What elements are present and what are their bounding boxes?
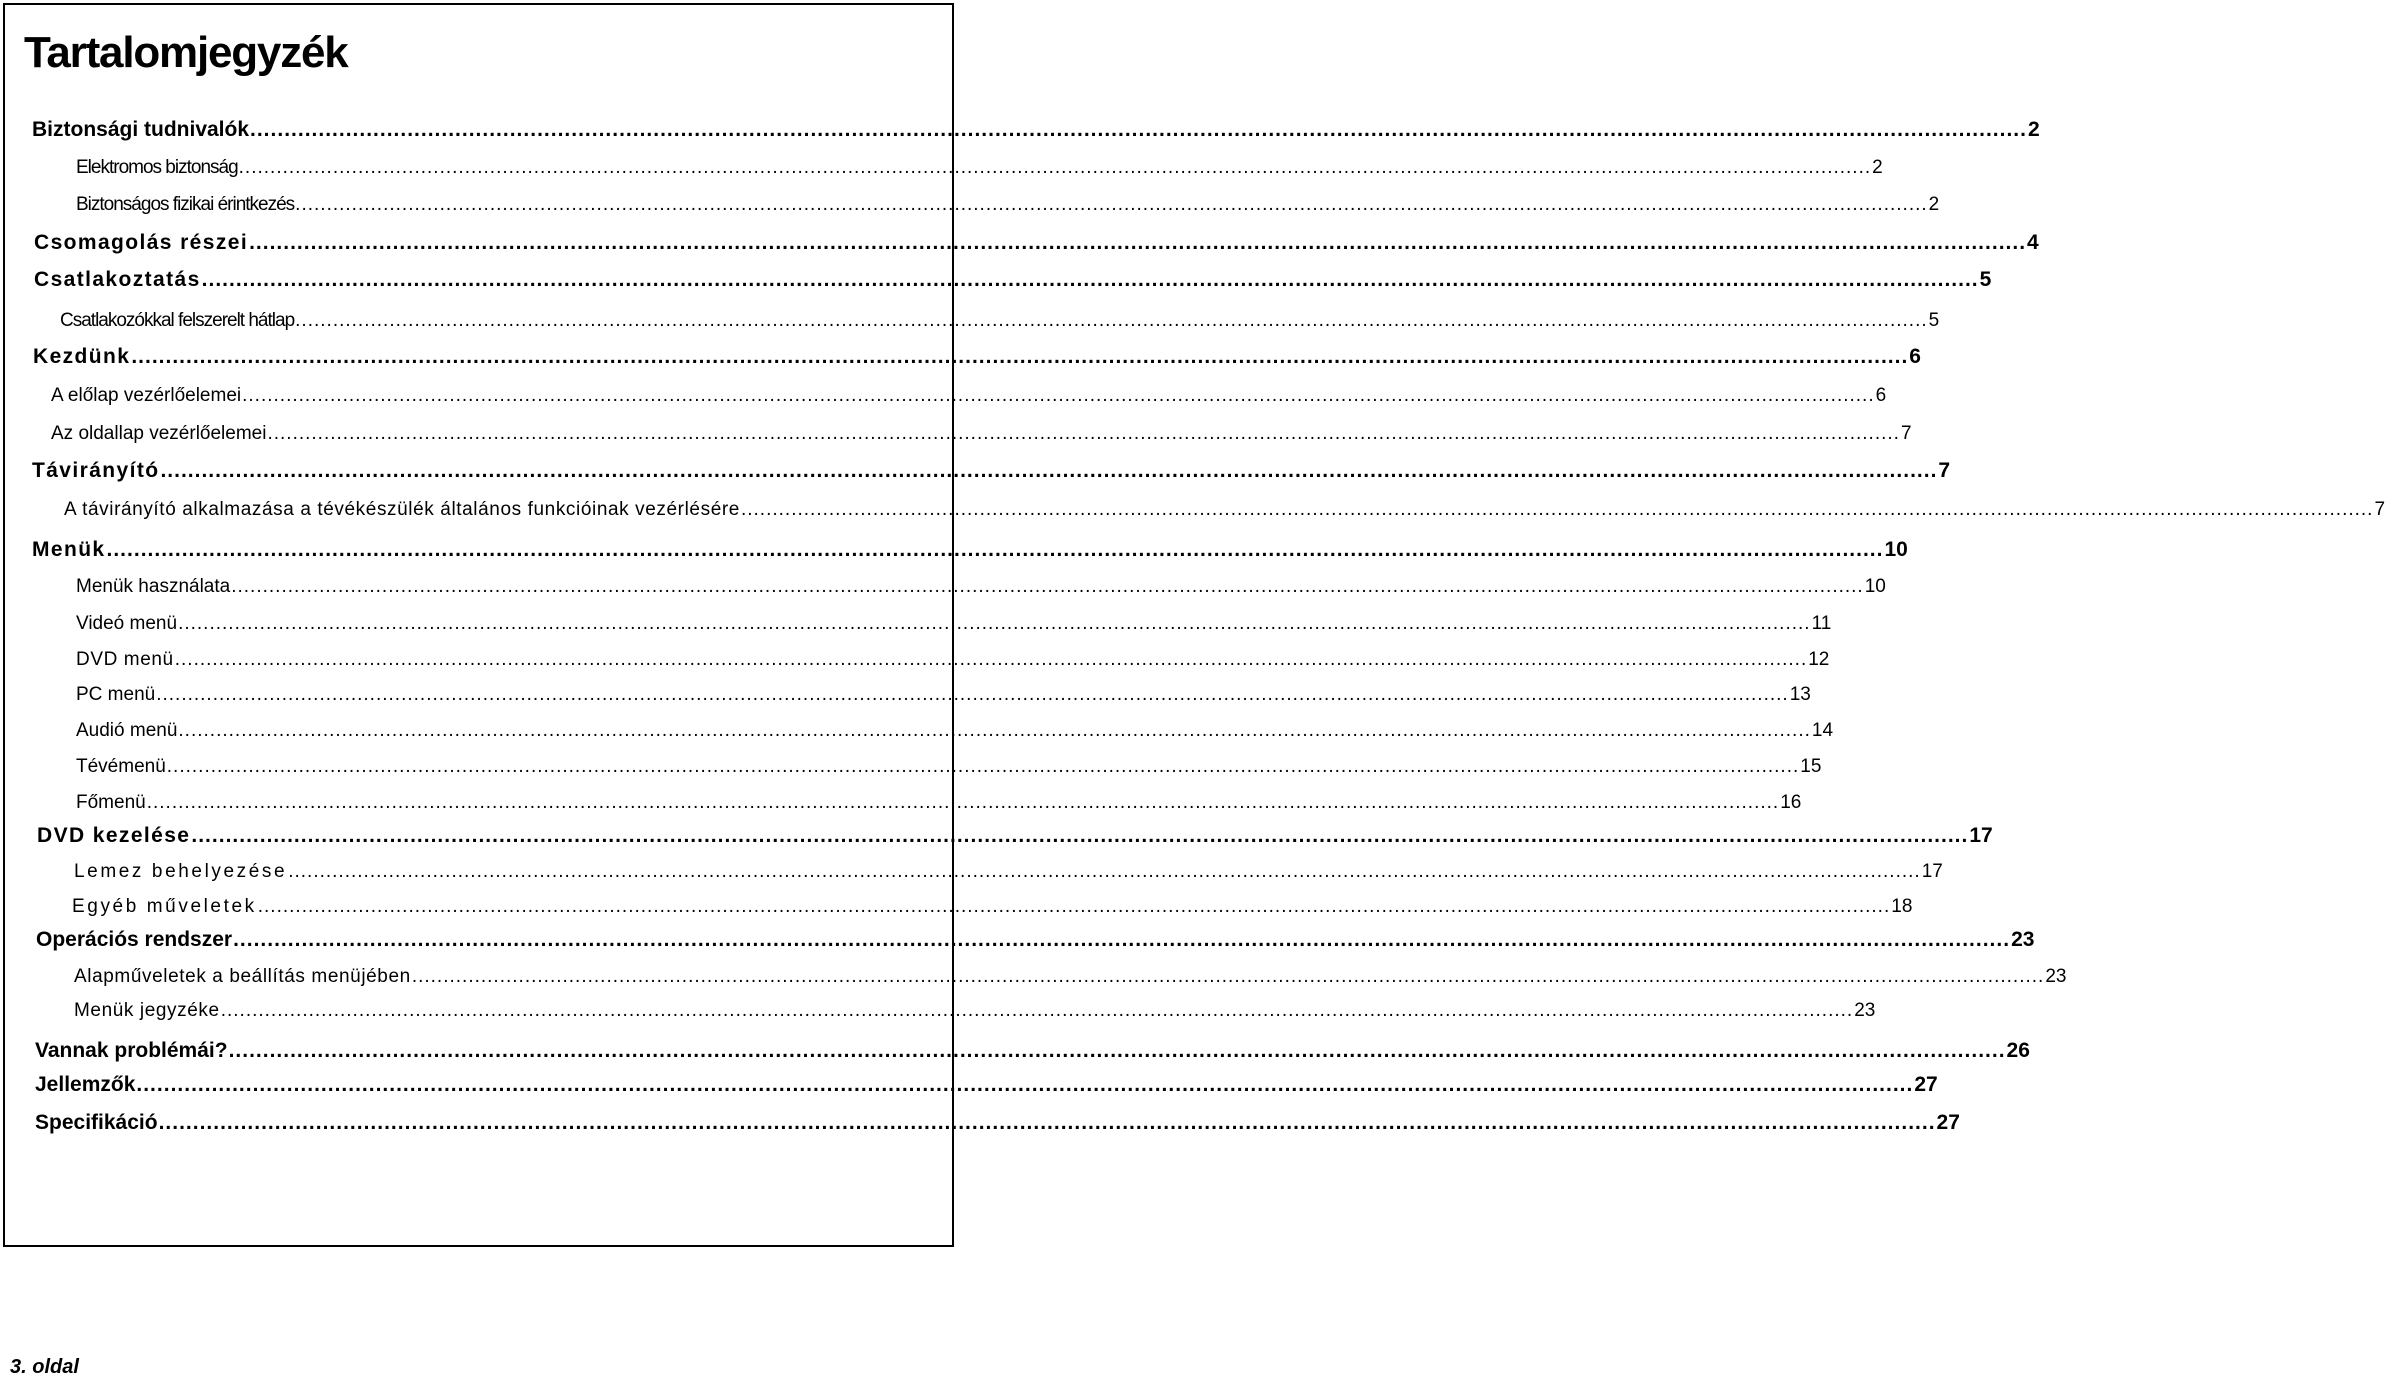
toc-entry-troubleshooting[interactable] xyxy=(35,1033,2030,1063)
toc-page-number: 13 xyxy=(1789,684,1811,705)
toc-label: DVD kezelése xyxy=(37,824,191,847)
toc-entry-getting-started[interactable] xyxy=(33,339,1921,369)
toc-label: Menük használata xyxy=(76,576,231,597)
toc-page-number: 7 xyxy=(1938,459,1951,482)
toc-entry-dvd-menu[interactable] xyxy=(76,641,1830,671)
toc-entry-tv-menu[interactable] xyxy=(76,748,1822,778)
dot-leader: .................................................................................................................................................................................................................................................................... xyxy=(250,118,2027,141)
toc-label: PC menü xyxy=(76,684,156,705)
toc-label: Csatlakoztatás xyxy=(34,268,201,291)
toc-label: Menük jegyzéke xyxy=(74,1000,220,1021)
dot-leader: .................................................................................................................................................................................................................................................................... xyxy=(156,684,1789,705)
dot-leader: .................................................................................................................................................................................................................................................................... xyxy=(295,310,1928,331)
toc-label: Biztonságos fizikai érintkezés xyxy=(76,194,295,215)
toc-page-number: 2 xyxy=(1872,157,1883,178)
dot-leader: .................................................................................................................................................................................................................................................................... xyxy=(257,896,1891,917)
toc-label: Biztonsági tudnivalók xyxy=(32,118,250,141)
toc-entry-connection[interactable] xyxy=(34,262,1992,292)
toc-entry-specifications[interactable] xyxy=(35,1105,1960,1135)
document-title: Tartalomjegyzék xyxy=(24,28,348,77)
toc-entry-menu-usage[interactable] xyxy=(76,568,1886,598)
dot-leader: .................................................................................................................................................................................................................................................................... xyxy=(166,756,1800,777)
dot-leader: .................................................................................................................................................................................................................................................................... xyxy=(178,613,1811,634)
dot-leader: .................................................................................................................................................................................................................................................................... xyxy=(158,1111,1936,1134)
dot-leader: .................................................................................................................................................................................................................................................................... xyxy=(131,345,1909,368)
toc-entry-front-panel[interactable] xyxy=(51,377,1887,407)
toc-entry-basic-operations[interactable] xyxy=(74,958,2067,988)
toc-label: Tévémenü xyxy=(76,756,166,777)
toc-label: A előlap vezérlőelemei xyxy=(51,385,242,406)
toc-entry-electrical-safety[interactable] xyxy=(76,149,1883,179)
toc-page-number: 11 xyxy=(1811,613,1832,634)
toc-entry-dvd-operation[interactable] xyxy=(37,818,1993,848)
toc-label: Lemez behelyezése xyxy=(74,861,288,882)
dot-leader: .................................................................................................................................................................................................................................................................... xyxy=(411,966,2045,987)
toc-label: Jellemzők xyxy=(35,1073,136,1096)
toc-page-number: 5 xyxy=(1928,310,1940,331)
dot-leader: .................................................................................................................................................................................................................................................................... xyxy=(136,1073,1914,1096)
toc-page-number: 23 xyxy=(1854,1000,1876,1021)
toc-page-number: 5 xyxy=(1979,268,1992,291)
toc-page-number: 14 xyxy=(1811,720,1834,741)
toc-entry-operating-system[interactable] xyxy=(36,922,2035,952)
toc-label: Elektromos biztonság xyxy=(76,157,238,178)
toc-page-number: 17 xyxy=(1969,824,1993,847)
dot-leader: .................................................................................................................................................................................................................................................................... xyxy=(249,231,2027,254)
toc-label: Az oldallap vezérlőelemei xyxy=(51,423,267,444)
toc-label: Menük xyxy=(32,538,106,561)
toc-entry-audio-menu[interactable] xyxy=(76,712,1834,742)
dot-leader: .................................................................................................................................................................................................................................................................... xyxy=(233,928,2011,951)
toc-page-number: 7 xyxy=(2374,499,2385,520)
toc-page-number: 26 xyxy=(2006,1039,2030,1062)
toc-page-number: 10 xyxy=(1884,538,1908,561)
toc-entry-safety[interactable] xyxy=(32,112,2040,142)
dot-leader: .................................................................................................................................................................................................................................................................... xyxy=(288,861,1921,882)
toc-label: Főmenü xyxy=(76,792,146,813)
toc-label: Operációs rendszer xyxy=(36,928,233,951)
toc-page-number: 6 xyxy=(1909,345,1921,368)
toc-entry-side-panel[interactable] xyxy=(51,415,1912,445)
toc-entry-back-panel[interactable] xyxy=(60,302,1940,332)
toc-entry-pc-menu[interactable] xyxy=(76,676,1811,706)
dot-leader: .................................................................................................................................................................................................................................................................... xyxy=(295,194,1928,215)
toc-label: A távirányító alkalmazása a tévékészülék általános funkcióinak vezérlésére xyxy=(64,499,740,520)
dot-leader: .................................................................................................................................................................................................................................................................... xyxy=(228,1039,2006,1062)
toc-page-number: 4 xyxy=(2027,231,2039,254)
toc-page-number: 7 xyxy=(1900,423,1912,444)
dot-leader: .................................................................................................................................................................................................................................................................... xyxy=(242,385,1875,406)
toc-entry-package-contents[interactable] xyxy=(34,225,2039,255)
toc-page-number: 23 xyxy=(2045,966,2067,987)
toc-page-number: 2 xyxy=(1928,194,1940,215)
toc-label: Videó menü xyxy=(76,613,178,634)
toc-label: Specifikáció xyxy=(35,1111,158,1134)
toc-page-number: 16 xyxy=(1780,792,1802,813)
toc-page-number: 12 xyxy=(1808,649,1830,670)
dot-leader: .................................................................................................................................................................................................................................................................... xyxy=(160,459,1938,482)
toc-label: Kezdünk xyxy=(33,345,131,368)
toc-entry-remote-control[interactable] xyxy=(32,453,1951,483)
toc-label: Csatlakozókkal felszerelt hátlap xyxy=(60,310,295,331)
toc-entry-menus[interactable] xyxy=(32,532,1908,562)
toc-page-number: 27 xyxy=(1914,1073,1938,1096)
dot-leader: .................................................................................................................................................................................................................................................................... xyxy=(220,1000,1854,1021)
toc-page-number: 10 xyxy=(1864,576,1886,597)
toc-entry-disc-insertion[interactable] xyxy=(74,853,1943,883)
toc-label: Alapműveletek a beállítás menüjében xyxy=(74,966,411,987)
toc-page-number: 6 xyxy=(1875,385,1887,406)
dot-leader: .................................................................................................................................................................................................................................................................... xyxy=(740,499,2374,520)
dot-leader: .................................................................................................................................................................................................................................................................... xyxy=(178,720,1811,741)
toc-page-number: 17 xyxy=(1921,861,1943,882)
dot-leader: .................................................................................................................................................................................................................................................................... xyxy=(174,649,1808,670)
dot-leader: .................................................................................................................................................................................................................................................................... xyxy=(231,576,1864,597)
toc-page-number: 2 xyxy=(2027,118,2040,141)
dot-leader: .................................................................................................................................................................................................................................................................... xyxy=(201,268,1979,291)
toc-label: Egyéb műveletek xyxy=(72,896,257,917)
toc-label: Csomagolás részei xyxy=(34,231,249,254)
toc-label: Távirányító xyxy=(32,459,160,482)
toc-label: DVD menü xyxy=(76,649,174,670)
toc-page-number: 18 xyxy=(1891,896,1913,917)
dot-leader: .................................................................................................................................................................................................................................................................... xyxy=(146,792,1780,813)
toc-entry-other-operations[interactable] xyxy=(72,888,1913,918)
dot-leader: .................................................................................................................................................................................................................................................................... xyxy=(191,824,1969,847)
toc-page-number: 27 xyxy=(1936,1111,1960,1134)
toc-label: Vannak problémái? xyxy=(35,1039,228,1062)
toc-entry-video-menu[interactable] xyxy=(76,605,1832,635)
toc-entry-menu-list[interactable] xyxy=(74,992,1876,1022)
dot-leader: .................................................................................................................................................................................................................................................................... xyxy=(238,157,1872,178)
toc-label: Audió menü xyxy=(76,720,178,741)
toc-entry-features[interactable] xyxy=(35,1067,1938,1097)
toc-entry-physical-safety[interactable] xyxy=(76,186,1940,216)
page-number-footer: 3. oldal xyxy=(10,1356,79,1378)
dot-leader: .................................................................................................................................................................................................................................................................... xyxy=(267,423,1900,444)
toc-page-number: 15 xyxy=(1800,756,1822,777)
toc-page-number: 23 xyxy=(2011,928,2035,951)
toc-entry-main-menu[interactable] xyxy=(76,784,1802,814)
toc-entry-remote-usage[interactable] xyxy=(64,491,2385,521)
dot-leader: .................................................................................................................................................................................................................................................................... xyxy=(106,538,1884,561)
